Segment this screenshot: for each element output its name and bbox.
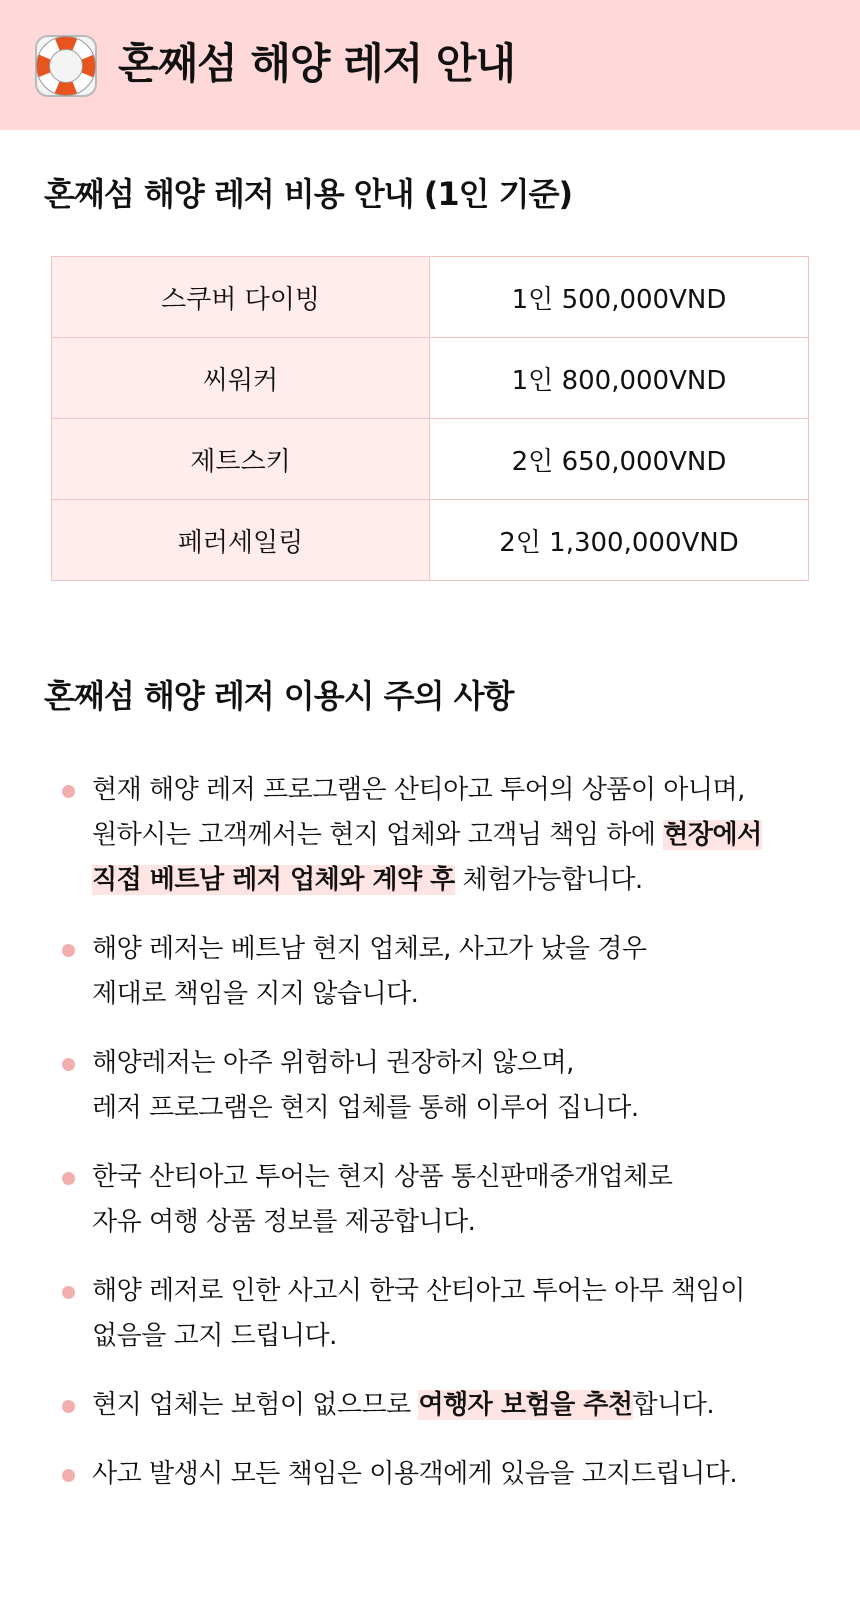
lifebuoy-icon: [34, 34, 98, 98]
list-item: [62, 927, 842, 1017]
note-text: 합니다.: [632, 1390, 715, 1420]
note-highlight: 직접 베트남 레저 업체와 계약 후: [92, 865, 455, 895]
bullet-icon: [62, 1172, 75, 1185]
activity-name: 씨워커: [52, 338, 430, 419]
table-row: [52, 500, 809, 581]
activity-name: 페러세일링: [52, 500, 430, 581]
bullet-icon: [62, 1400, 75, 1413]
note-line: 해양레저는 아주 위험하니 권장하지 않으며,: [92, 1048, 574, 1078]
note-highlight: 여행자 보험을 추천: [418, 1390, 633, 1420]
activity-name: 스쿠버 다이빙: [52, 257, 430, 338]
note-line: [92, 858, 842, 903]
caution-list: [62, 768, 842, 1497]
bullet-icon: [62, 1469, 75, 1482]
activity-price: 1인 500,000VND: [430, 257, 809, 338]
note-highlight: 현장에서: [663, 820, 762, 850]
activity-price: 2인 1,300,000VND: [430, 500, 809, 581]
note-line: 해양 레저는 베트남 현지 업체로, 사고가 났을 경우: [92, 934, 647, 964]
list-item: [62, 1383, 842, 1428]
list-item: [62, 1155, 842, 1245]
note-line: [92, 1383, 842, 1428]
bullet-icon: [62, 1058, 75, 1071]
bullet-icon: [62, 785, 75, 798]
table-row: [52, 338, 809, 419]
caution-section-title: 혼째섬 해양 레저 이용시 주의 사항: [44, 677, 514, 715]
table-row: [52, 257, 809, 338]
note-line: 현재 해양 레저 프로그램은 산티아고 투어의 상품이 아니며,: [92, 775, 745, 805]
page-title: 혼째섬 해양 레저 안내: [118, 39, 516, 88]
list-item: [62, 1269, 842, 1359]
note-line: 레저 프로그램은 현지 업체를 통해 이루어 집니다.: [92, 1093, 639, 1123]
activity-price: 2인 650,000VND: [430, 419, 809, 500]
list-item: [62, 1452, 842, 1497]
note-text: 체험가능합니다.: [454, 865, 643, 895]
note-line: [92, 813, 842, 858]
page-header: [0, 0, 860, 130]
bullet-icon: [62, 1286, 75, 1299]
table-row: [52, 419, 809, 500]
bullet-icon: [62, 944, 75, 957]
note-line: 해양 레저로 인한 사고시 한국 산티아고 투어는 아무 책임이: [92, 1276, 745, 1306]
note-line: 사고 발생시 모든 책임은 이용객에게 있음을 고지드립니다.: [92, 1459, 738, 1489]
note-text: 원하시는 고객께서는 현지 업체와 고객님 책임 하에: [92, 820, 664, 850]
note-line: 자유 여행 상품 정보를 제공합니다.: [92, 1207, 476, 1237]
note-line: 제대로 책임을 지지 않습니다.: [92, 979, 419, 1009]
activity-name: 제트스키: [52, 419, 430, 500]
note-line: 없음을 고지 드립니다.: [92, 1321, 337, 1351]
price-section-title: 혼째섬 해양 레저 비용 안내 (1인 기준): [44, 175, 573, 213]
price-table: [51, 256, 809, 581]
list-item: [62, 1041, 842, 1131]
list-item: [62, 768, 842, 903]
note-line: 한국 산티아고 투어는 현지 상품 통신판매중개업체로: [92, 1162, 673, 1192]
activity-price: 1인 800,000VND: [430, 338, 809, 419]
note-text: 현지 업체는 보험이 없으므로: [92, 1390, 419, 1420]
